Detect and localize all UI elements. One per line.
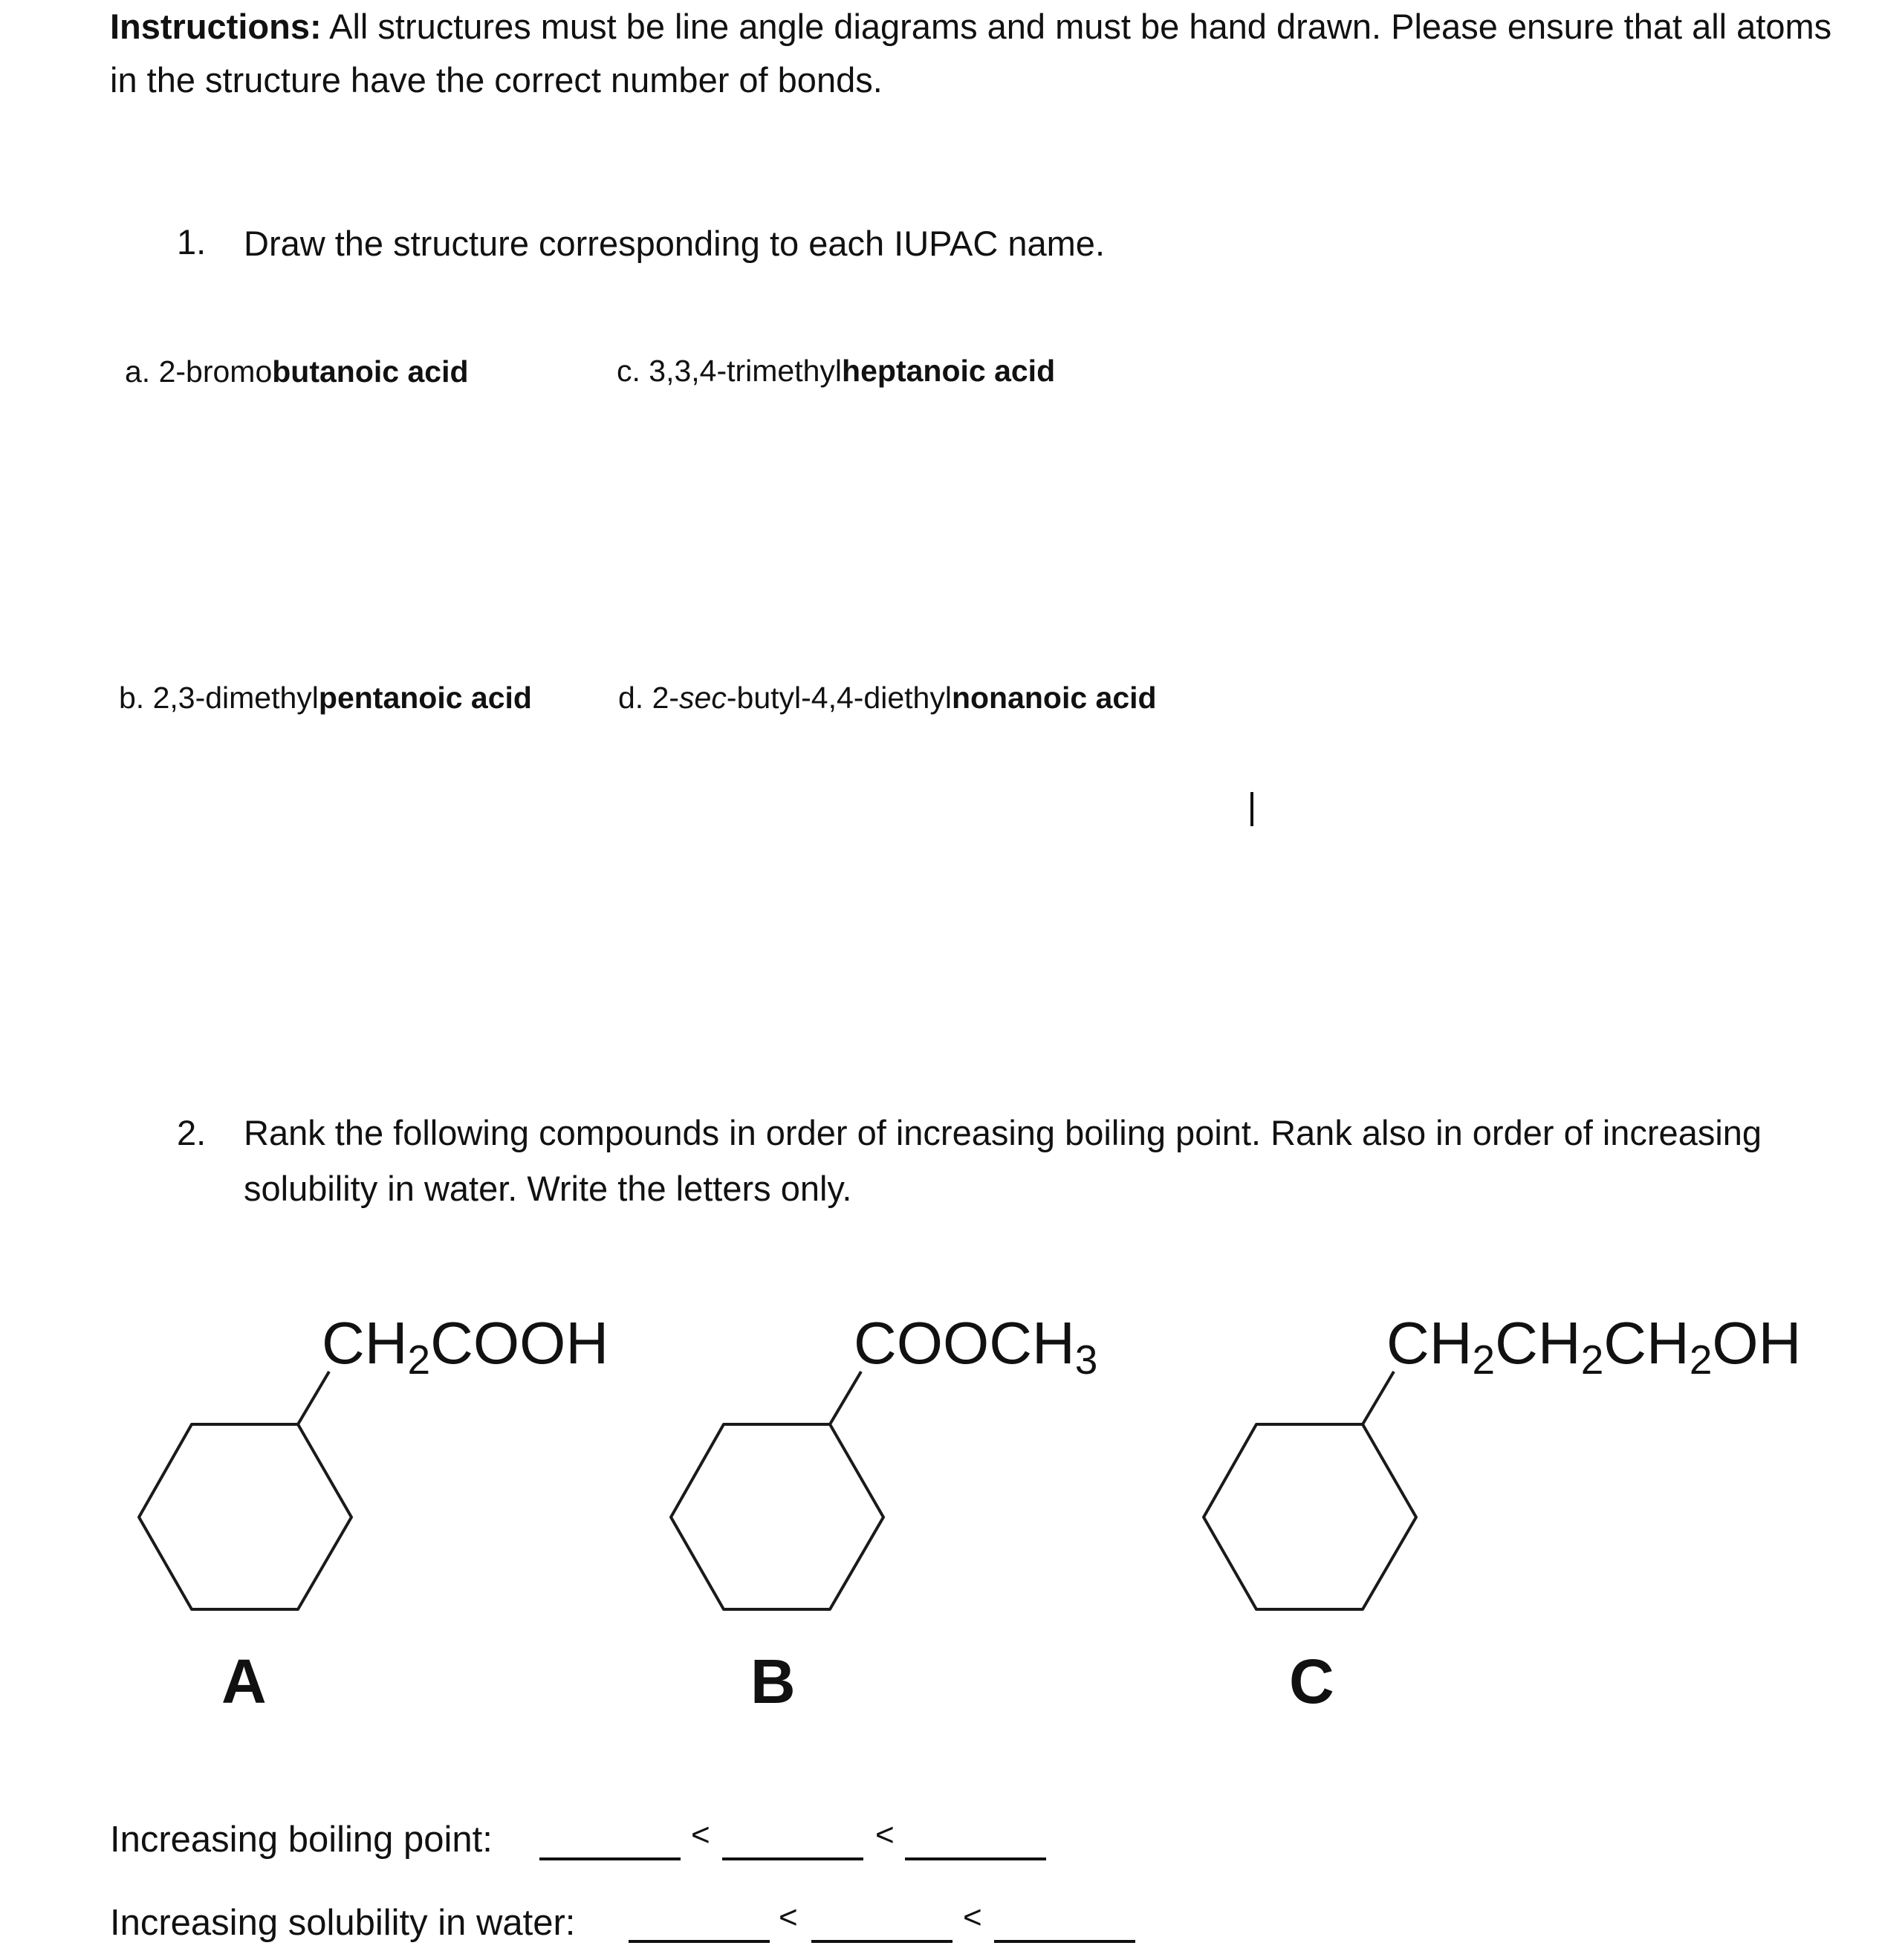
bond-b [830, 1372, 861, 1424]
formula-a [322, 1309, 609, 1383]
q1-item-a-prefix: a. 2-bromo [125, 354, 273, 389]
formula-c-sub2: 2 [1580, 1337, 1604, 1383]
solubility-blank-2[interactable] [811, 1940, 953, 1943]
solubility-separator-1: < [779, 1899, 798, 1935]
instructions-text: All structures must be line angle diagrams and must be hand drawn. Please ensure that all atoms in the structure have the correct number of bonds. [110, 7, 1832, 100]
boiling-point-label: Increasing boiling point: [110, 1820, 493, 1860]
q1-item-b-parent: pentanoic acid [318, 681, 532, 715]
solubility-label: Increasing solubility in water: [110, 1903, 576, 1943]
q1-item-d-italic: sec [679, 681, 727, 715]
formula-c-sub3: 2 [1689, 1337, 1713, 1383]
solubility-blank-3[interactable] [994, 1940, 1135, 1943]
q2-number: 2. [177, 1113, 207, 1152]
formula-c-part3: CH [1603, 1310, 1690, 1376]
formula-a-part2: COOH [430, 1310, 609, 1376]
bond-a [298, 1372, 329, 1424]
boiling-blank-3[interactable] [905, 1857, 1046, 1860]
formula-c-sub1: 2 [1472, 1337, 1496, 1383]
q1-item-d-parent: nonanoic acid [951, 681, 1157, 715]
cyclohexane-ring-b [671, 1424, 883, 1609]
q1-item-d-prefix-start: d. 2- [618, 681, 680, 715]
compound-label-c: C [1289, 1646, 1334, 1716]
formula-c-part2: CH [1495, 1310, 1581, 1376]
q2-prompt: Rank the following compounds in order of increasing boiling point. Rank also in order of increasing solubility in water. Write the letters only. [244, 1113, 1762, 1208]
solubility-blank-1[interactable] [629, 1940, 770, 1943]
boiling-separator-2: < [875, 1817, 895, 1853]
q1-item-c-parent: heptanoic acid [842, 354, 1056, 388]
formula-a-sub1: 2 [407, 1337, 431, 1383]
q1-prompt: Draw the structure corresponding to each IUPAC name. [244, 224, 1106, 263]
q1-item-c-prefix: c. 3,3,4-trimethyl [617, 354, 843, 388]
q1-item-a-parent: butanoic acid [272, 354, 469, 389]
boiling-separator-1: < [691, 1817, 710, 1853]
formula-b-part1: COOCH [854, 1310, 1075, 1376]
compound-label-a: A [221, 1646, 267, 1716]
formula-c-part1: CH [1386, 1310, 1473, 1376]
cyclohexane-ring-a [139, 1424, 351, 1609]
boiling-blank-1[interactable] [539, 1857, 681, 1860]
formula-c-part4: OH [1712, 1310, 1802, 1376]
q1-number: 1. [177, 222, 207, 262]
bond-c [1363, 1372, 1394, 1424]
q1-item-b-prefix: b. 2,3-dimethyl [119, 681, 319, 715]
q1-item-d-prefix-end: -butyl-4,4-diethyl [726, 681, 952, 715]
instructions-label: Instructions: [110, 7, 322, 46]
compound-label-b: B [750, 1646, 796, 1716]
formula-a-part1: CH [322, 1310, 408, 1376]
formula-b [854, 1309, 1098, 1383]
solubility-separator-2: < [963, 1899, 982, 1935]
cyclohexane-ring-c [1204, 1424, 1416, 1609]
boiling-blank-2[interactable] [722, 1857, 863, 1860]
formula-c [1386, 1309, 1802, 1383]
formula-b-sub1: 3 [1074, 1337, 1098, 1383]
